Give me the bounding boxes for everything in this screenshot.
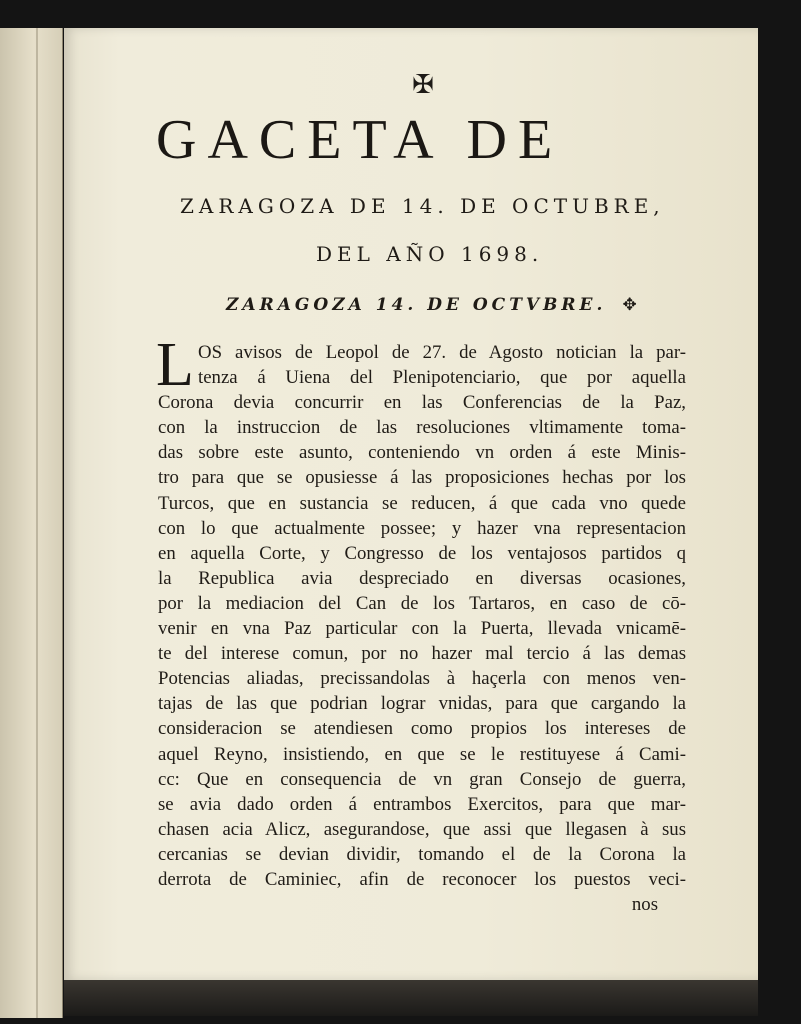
- cross-ornament-icon: ✠: [412, 70, 434, 100]
- text-line: Potencias aliadas, precissandolas à haçerla con menos ven-: [158, 668, 686, 690]
- text-line: por la mediacion del Can de los Tartaros, en caso de cō-: [158, 592, 686, 614]
- text-line: Turcos, que en sustancia se reducen, á que cada vno quede: [158, 492, 686, 514]
- text-line: das sobre este asunto, conteniendo vn orden á este Minis-: [158, 442, 686, 464]
- text-line: con lo que actualmente possee; y hazer vna representacion: [158, 517, 686, 539]
- text-line: tro para que se opusiesse á las proposiciones hechas por los: [158, 467, 686, 489]
- text-line: cc: Que en consequencia de vn gran Consejo de guerra,: [158, 768, 686, 790]
- gazette-subtitle: ZARAGOZA DE 14. DE OCTUBRE,: [180, 194, 665, 218]
- left-facing-page: [0, 28, 63, 1018]
- text-line: con la instruccion de las resoluciones vltimamente toma-: [158, 417, 686, 439]
- text-line: aquel Reyno, insistiendo, en que se le restituyese á Cami-: [158, 743, 686, 765]
- gazette-title: GACETA DE: [156, 109, 564, 171]
- text-line: en aquella Corte, y Congresso de los ventajosos partidos q: [158, 542, 686, 564]
- catchword-text: nos: [631, 894, 658, 916]
- page-fold-edge: [36, 28, 38, 1018]
- text-line: OS avisos de Leopol de 27. de Agosto notician la par-: [198, 342, 686, 363]
- text-line: consideracion se atendiesen como propios los intereses de: [158, 718, 686, 740]
- text-line: chasen acia Alicz, asegurandose, que assi que llegasen à sus: [158, 818, 686, 840]
- text-line: derrota de Caminiec, afin de reconocer los puestos veci-: [158, 868, 686, 890]
- gazette-year: DEL AÑO 1698.: [316, 242, 544, 266]
- dateline-ornament-icon: ✥: [622, 295, 637, 315]
- text-line: cercanias se devian dividir, tomando el de la Corona la: [158, 843, 686, 865]
- text-line: tenza á Uiena del Plenipotenciario, que por aquella: [198, 367, 686, 389]
- text-line: la Republica avia despreciado en diversas ocasiones,: [158, 567, 686, 589]
- catchword: [158, 892, 686, 917]
- text-line: tajas de las que podrian lograr vnidas, para que cargando la: [158, 693, 686, 715]
- text-line: venir en vna Paz particular con la Puerta, llevada vnicamē-: [158, 618, 686, 640]
- dateline: [226, 292, 686, 318]
- text-line: Corona devia concurrir en las Conferencias de la Paz,: [158, 392, 686, 414]
- page-bottom-shadow: [64, 980, 758, 1016]
- drop-cap: L: [156, 331, 194, 399]
- text-line: se avia dado orden á entrambos Exercitos, para que mar-: [158, 793, 686, 815]
- dateline-text: ZARAGOZA 14. DE OCTVBRE.: [226, 295, 607, 315]
- article-body: [156, 331, 686, 917]
- text-line: te del interese comun, por no hazer mal tercio á las demas: [158, 643, 686, 665]
